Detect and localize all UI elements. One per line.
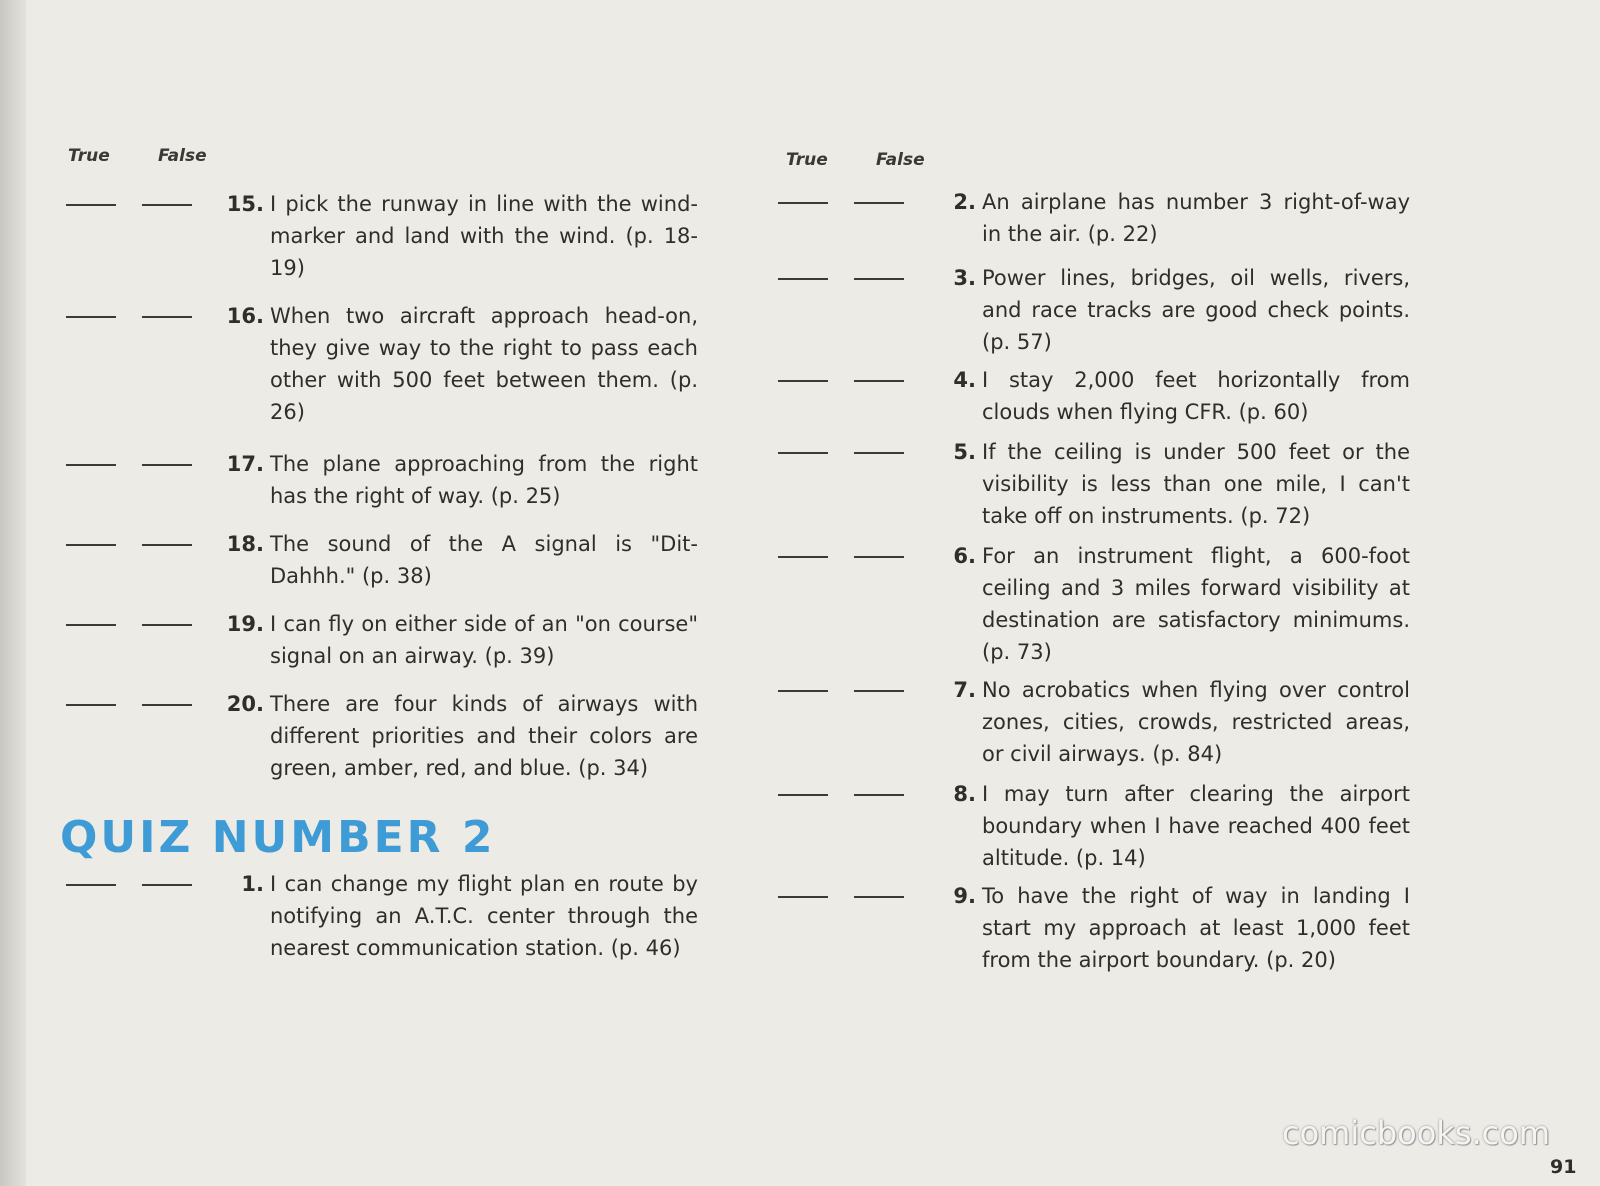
- item-statement: I can change my flight plan en route by notifying an A.T.C. center through the nearest communication station. (p. 46): [270, 872, 698, 960]
- item-number: 1.: [241, 872, 264, 896]
- true-answer-blank[interactable]: [66, 204, 116, 206]
- false-answer-blank[interactable]: [854, 556, 904, 558]
- false-answer-blank[interactable]: [854, 202, 904, 204]
- book-spine-shadow: [0, 0, 26, 1186]
- item-statement: Power lines, bridges, oil wells, rivers, and race tracks are good check points. (p. 57): [982, 266, 1410, 354]
- page-number: 91: [1550, 1156, 1577, 1178]
- quiz2-item-8: [770, 778, 1430, 874]
- quiz2-item-1: [58, 868, 718, 996]
- quiz-item-15: [58, 188, 718, 284]
- item-number: 4.: [953, 368, 976, 392]
- quiz-item-20: [58, 688, 718, 784]
- item-statement: For an instrument flight, a 600-foot ceiling and 3 miles forward visibility at destination are satisfactory minimums. (p. 73): [982, 544, 1410, 664]
- false-answer-blank[interactable]: [142, 884, 192, 886]
- true-answer-blank[interactable]: [778, 452, 828, 454]
- quiz-item-19: [58, 608, 718, 672]
- item-statement: When two aircraft approach head-on, they give way to the right to pass each other with 500 feet between them. (p. 26): [270, 304, 698, 424]
- item-statement: An airplane has number 3 right-of-way in the air. (p. 22): [982, 190, 1410, 246]
- false-answer-blank[interactable]: [142, 544, 192, 546]
- item-number: 6.: [953, 544, 976, 568]
- site-watermark: comicbooks.com: [1282, 1114, 1551, 1152]
- quiz-item-18: [58, 528, 718, 592]
- true-answer-blank[interactable]: [66, 624, 116, 626]
- false-answer-blank[interactable]: [142, 624, 192, 626]
- true-answer-blank[interactable]: [778, 202, 828, 204]
- true-answer-blank[interactable]: [66, 544, 116, 546]
- false-column-header: False: [876, 150, 925, 170]
- true-answer-blank[interactable]: [778, 794, 828, 796]
- quiz2-item-5: [770, 436, 1430, 532]
- item-statement: I may turn after clearing the airport boundary when I have reached 400 feet altitude. (p. 14): [982, 782, 1410, 870]
- item-statement: To have the right of way in landing I start my approach at least 1,000 feet from the airport boundary. (p. 20): [982, 884, 1410, 972]
- item-number: 7.: [953, 678, 976, 702]
- false-answer-blank[interactable]: [142, 316, 192, 318]
- true-answer-blank[interactable]: [66, 884, 116, 886]
- item-statement: I can fly on either side of an "on course" signal on an airway. (p. 39): [270, 612, 698, 668]
- false-answer-blank[interactable]: [142, 704, 192, 706]
- quiz-number-2-heading: QUIZ NUMBER 2: [60, 812, 496, 863]
- quiz2-item-6: [770, 540, 1430, 668]
- item-statement: The sound of the A signal is "Dit-Dahhh." (p. 38): [270, 532, 698, 588]
- quiz2-item-4: [770, 364, 1430, 428]
- item-number: 2.: [953, 190, 976, 214]
- item-number: 17.: [226, 452, 264, 476]
- true-answer-blank[interactable]: [778, 556, 828, 558]
- item-statement: If the ceiling is under 500 feet or the visibility is less than one mile, I can't take off on instruments. (p. 72): [982, 440, 1410, 528]
- true-column-header: True: [68, 146, 110, 166]
- item-statement: I pick the runway in line with the wind-marker and land with the wind. (p. 18-19): [270, 192, 698, 280]
- true-answer-blank[interactable]: [778, 380, 828, 382]
- true-answer-blank[interactable]: [778, 896, 828, 898]
- true-answer-blank[interactable]: [778, 690, 828, 692]
- item-number: 20.: [226, 692, 264, 716]
- item-statement: I stay 2,000 feet horizontally from clouds when flying CFR. (p. 60): [982, 368, 1410, 424]
- true-answer-blank[interactable]: [778, 278, 828, 280]
- false-answer-blank[interactable]: [854, 452, 904, 454]
- false-answer-blank[interactable]: [854, 278, 904, 280]
- item-number: 9.: [953, 884, 976, 908]
- true-column-header: True: [786, 150, 828, 170]
- item-number: 3.: [953, 266, 976, 290]
- item-statement: There are four kinds of airways with different priorities and their colors are green, amber, red, and blue. (p. 34): [270, 692, 698, 780]
- quiz2-item-3: [770, 262, 1430, 358]
- true-answer-blank[interactable]: [66, 464, 116, 466]
- quiz2-item-9: [770, 880, 1430, 976]
- quiz-item-16: [58, 300, 718, 428]
- item-number: 8.: [953, 782, 976, 806]
- true-answer-blank[interactable]: [66, 704, 116, 706]
- item-statement: The plane approaching from the right has the right of way. (p. 25): [270, 452, 698, 508]
- false-answer-blank[interactable]: [854, 794, 904, 796]
- quiz2-item-7: [770, 674, 1430, 770]
- item-number: 19.: [226, 612, 264, 636]
- false-column-header: False: [158, 146, 207, 166]
- false-answer-blank[interactable]: [854, 690, 904, 692]
- item-number: 15.: [226, 192, 264, 216]
- true-answer-blank[interactable]: [66, 316, 116, 318]
- false-answer-blank[interactable]: [854, 380, 904, 382]
- item-statement: No acrobatics when flying over control zones, cities, crowds, restricted areas, or civil airways. (p. 84): [982, 678, 1410, 766]
- item-number: 18.: [226, 532, 264, 556]
- quiz2-item-2: [770, 186, 1430, 250]
- false-answer-blank[interactable]: [854, 896, 904, 898]
- false-answer-blank[interactable]: [142, 204, 192, 206]
- item-number: 16.: [226, 304, 264, 328]
- false-answer-blank[interactable]: [142, 464, 192, 466]
- quiz-item-17: [58, 448, 718, 512]
- item-number: 5.: [953, 440, 976, 464]
